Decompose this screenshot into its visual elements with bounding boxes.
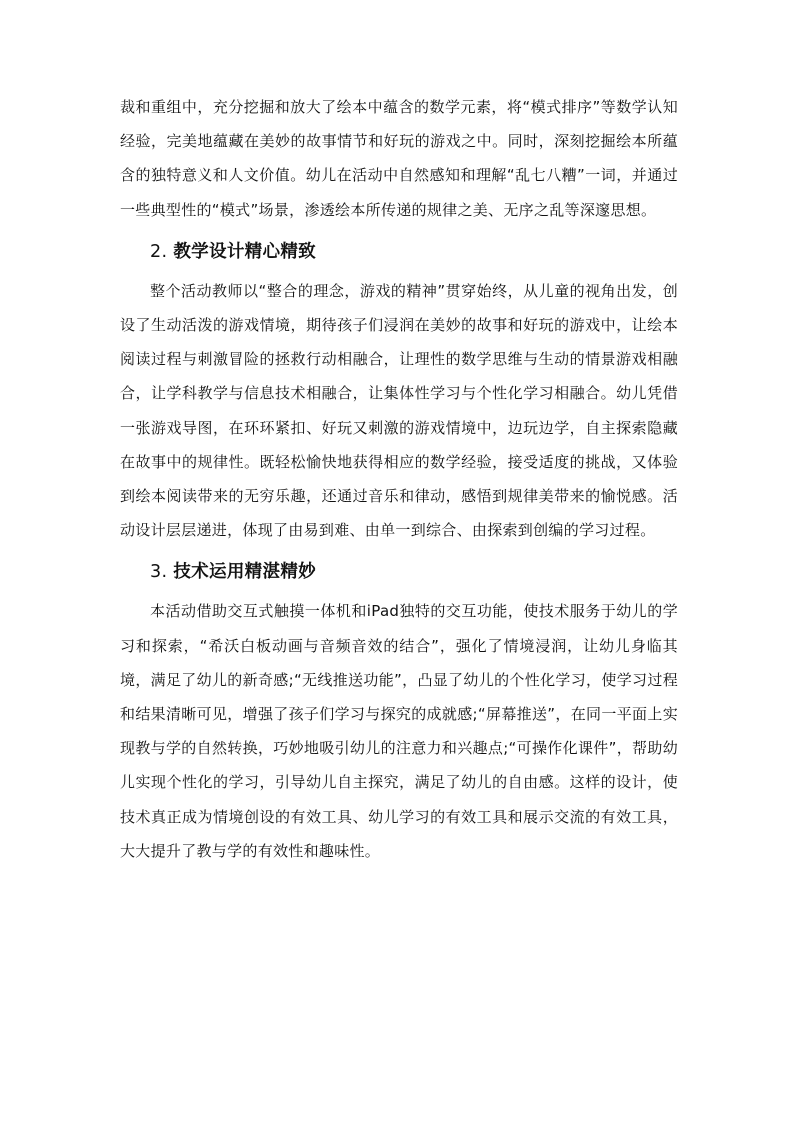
section-heading-3 xyxy=(120,555,678,589)
document-body xyxy=(120,90,678,868)
section-title-2: 教学设计精心精致 xyxy=(173,241,316,262)
section-body-3: 本活动借助交互式触摸一体机和iPad独特的交互功能，使技术服务于幼儿的学习和探索，“希沃白板动画与音频音效的结合”，强化了情境浸润，让幼儿身临其境，满足了幼儿的新奇感;“无线推送功能”，凸显了幼儿的个性化学习，使学习过程和结果清晰可见，增强了孩子们学习与探究的成就感;“屏幕推送”，在同一平面上实现教与学的自然转换，巧妙地吸引幼儿的注意力和兴趣点;“可操作化课件”，帮助幼儿实现个性化的学习，引导幼儿自主探究，满足了幼儿的自由感。这样的设计，使技术真正成为情境创设的有效工具、幼儿学习的有效工具和展示交流的有效工具，大大提升了教与学的有效性和趣味性。 xyxy=(120,602,678,860)
section-number-2: 2. xyxy=(150,241,168,262)
section-body-2: 整个活动教师以“整合的理念，游戏的精神”贯穿始终，从儿童的视角出发，创设了生动活泼的游戏情境，期待孩子们浸润在美妙的故事和好玩的游戏中，让绘本阅读过程与刺激冒险的拯救行动相融合，让理性的数学思维与生动的情景游戏相融合，让学科教学与信息技术相融合，让集体性学习与个性化学习相融合。幼儿凭借一张游戏导图，在环环紧扣、好玩又刺激的游戏情境中，边玩边学，自主探索隐藏在故事中的规律性。既轻松愉快地获得相应的数学经验，接受适度的挑战，又体验到绘本阅读带来的无穷乐趣，还通过音乐和律动，感悟到规律美带来的愉悦感。活动设计层层递进，体现了由易到难、由单一到综合、由探索到创编的学习过程。 xyxy=(120,281,678,540)
section-number-3: 3. xyxy=(150,562,168,583)
paragraph-continuation: 裁和重组中，充分挖掘和放大了绘本中蕴含的数学元素，将“模式排序”等数学认知经验，完美地蕴藏在美妙的故事情节和好玩的游戏之中。同时，深刻挖掘绘本所蕴含的独特意义和人文价值。幼儿在活动中自然感知和理解“乱七八糟”一词，并通过一些典型性的“模式”场景，渗透绘本所传递的规律之美、无序之乱等深邃思想。 xyxy=(120,98,678,219)
section-heading-2 xyxy=(120,235,678,269)
section-title-3: 技术运用精湛精妙 xyxy=(173,562,316,583)
